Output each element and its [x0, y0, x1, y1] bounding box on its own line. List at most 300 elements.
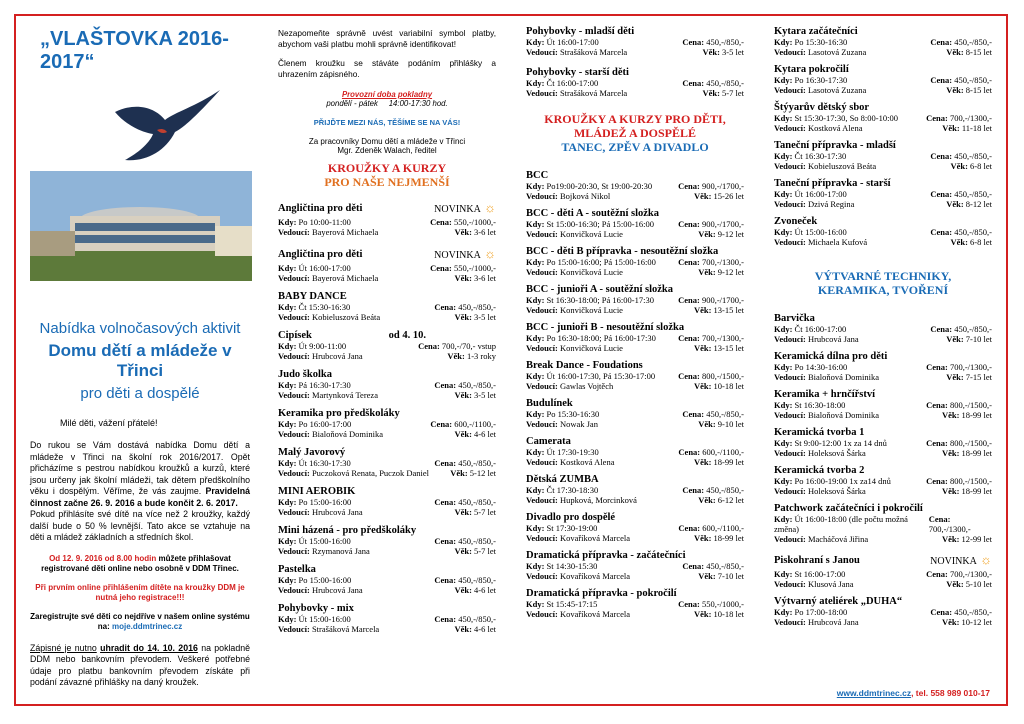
course-price [682, 409, 744, 419]
vedouci-label: Vedoucí: [526, 381, 558, 391]
swallow-image [105, 82, 225, 162]
course-leader [774, 237, 867, 247]
course-time-row [278, 497, 496, 507]
course-leader [278, 390, 378, 400]
vedouci-label: Vedoucí: [526, 419, 558, 429]
course-age [694, 305, 744, 315]
vedouci-label: Vedoucí: [278, 624, 310, 634]
vek-label: Věk: [454, 429, 472, 439]
course-name: Štýyarův dětský sbor [774, 102, 870, 113]
course-time [278, 419, 351, 429]
course-leader-value: Hrubcová Jana [807, 334, 859, 344]
course-price [434, 302, 496, 312]
cena-label: Cena: [434, 497, 457, 507]
cena-label: Cena: [682, 409, 705, 419]
column-dance [526, 26, 744, 626]
course-price-value: 450,-/850,- [458, 536, 496, 546]
course-leader-row [774, 161, 992, 171]
intro-paragraph [30, 440, 250, 509]
course-leader [774, 486, 866, 496]
course-age-value: 8-12 let [965, 199, 992, 209]
course-time-row [278, 217, 496, 227]
course-name: Piskohraní s Janou [774, 554, 860, 566]
page-title: „VLAŠTOVKA 2016-2017“ [40, 28, 229, 73]
sun-icon: ☼ [480, 200, 496, 215]
kdy-label: Kdy: [774, 227, 793, 237]
course-time-row [774, 75, 992, 85]
course-leader [526, 609, 630, 619]
course-leader-row [774, 334, 992, 344]
course-price [930, 324, 992, 334]
course-age-value: 5-7 let [474, 546, 496, 556]
signature-line-2: Mgr. Zdeněk Walach, ředitel [337, 146, 437, 155]
greeting: Milé děti, vážení přátelé! [60, 418, 158, 428]
course-time [526, 37, 599, 47]
section-header-kids: KROUŽKY A KURZY [327, 161, 447, 175]
course-time [774, 438, 887, 448]
vek-label: Věk: [693, 343, 712, 353]
vek-label: Věk: [946, 579, 964, 589]
kdy-label: Kdy: [278, 614, 297, 624]
course-time-value: Po19:00-20:30, St 19:00-20:30 [546, 181, 653, 191]
course-leader-row [526, 47, 744, 57]
course-leader [774, 448, 866, 458]
course-time-value: Út 16:00-17:00 [298, 263, 351, 273]
vedouci-label: Vedoucí: [774, 448, 806, 458]
course-price [682, 37, 744, 47]
course-title-row [278, 486, 496, 497]
cena-label: Cena: [930, 189, 953, 199]
course-time-value: Čt 15:30-16:30 [298, 302, 351, 312]
course-time [278, 263, 351, 273]
course-time-value: Po 15:00-16:00 [298, 497, 352, 507]
course-title-row [774, 216, 992, 227]
course-leader-row [526, 305, 744, 315]
course-price [418, 341, 496, 351]
course-price-value: 450,-/850,- [706, 485, 744, 495]
course-leader-row [526, 229, 744, 239]
course-leader-row [774, 47, 992, 57]
column-intro [30, 22, 250, 689]
course-time [774, 476, 891, 486]
kdy-label: Kdy: [526, 409, 545, 419]
course-entry [774, 465, 992, 496]
kdy-label: Kdy: [774, 75, 793, 85]
course-price-value: 450,-/850,- [458, 458, 496, 468]
novinka-badge [434, 199, 496, 217]
course-price [434, 614, 496, 624]
course-age-value: 3-6 let [474, 227, 496, 237]
course-age-value: 1-3 roky [466, 351, 496, 361]
vedouci-label: Vedoucí: [774, 334, 806, 344]
course-leader-value: Bialoňová Dominika [807, 372, 879, 382]
course-age [454, 585, 496, 595]
course-leader [278, 507, 363, 517]
course-leader-value: Strašáková Marcela [559, 88, 628, 98]
intro-text: Do rukou se Vám dostává nabídka Domu dětí a mládeže v Třinci na školní rok 2016/2017. Opět přicházíme s pestrou nabídkou kroužků a kurzů, které jsou určeny jak školní mládeži, tak dětem předškolního věku i dospělým. Věříme, že vás zaujme. [30, 440, 250, 496]
course-title-row [278, 447, 496, 458]
course-entry [526, 588, 744, 619]
course-time-row [774, 438, 992, 448]
course-name: BABY DANCE [278, 291, 347, 302]
course-leader-value: Konvičková Lucie [559, 229, 623, 239]
course-time-row [774, 607, 992, 617]
course-name: Keramika + hrnčířství [774, 389, 876, 400]
cena-label: Cena: [682, 485, 705, 495]
course-age [694, 191, 744, 201]
vedouci-label: Vedoucí: [774, 237, 806, 247]
course-time [774, 362, 847, 372]
course-price [678, 219, 744, 229]
course-leader [278, 468, 429, 478]
novinka-label: NOVINKA [434, 250, 481, 261]
course-leader [526, 571, 630, 581]
course-time-row [526, 37, 744, 47]
vedouci-label: Vedoucí: [526, 267, 558, 277]
vedouci-label: Vedoucí: [774, 617, 806, 627]
course-time-value: Po 16:00-17:00 [298, 419, 352, 429]
course-leader-row [278, 227, 496, 237]
course-time [774, 151, 846, 161]
course-title-row [526, 208, 744, 219]
vedouci-label: Vedoucí: [526, 533, 558, 543]
kdy-label: Kdy: [278, 302, 297, 312]
course-leader-value: Lasotová Zuzana [807, 85, 867, 95]
course-price-value: 700,-/70,- vstup [441, 341, 496, 351]
vek-label: Věk: [454, 390, 472, 400]
vedouci-label: Vedoucí: [774, 534, 806, 544]
course-leader-value: Kovaříková Marcela [559, 571, 631, 581]
course-time-row [774, 400, 992, 410]
course-age [698, 229, 744, 239]
vedouci-label: Vedoucí: [278, 468, 310, 478]
course-age [450, 468, 496, 478]
course-leader-value: Martynková Tereza [311, 390, 378, 400]
course-price [678, 257, 744, 267]
vek-label: Věk: [693, 305, 712, 315]
section-subheader-kids: PRO NAŠE NEJMENŠÍ [324, 175, 450, 189]
vek-label: Věk: [698, 267, 716, 277]
course-leader-value: Dzivá Regina [807, 199, 855, 209]
vek-label: Věk: [946, 47, 964, 57]
building-photo [30, 171, 252, 281]
course-price [678, 295, 744, 305]
course-entry [774, 102, 992, 133]
course-leader-value: Konvičková Lucie [559, 305, 623, 315]
course-leader-row [278, 351, 496, 361]
vedouci-label: Vedoucí: [278, 312, 310, 322]
vedouci-label: Vedoucí: [278, 429, 310, 439]
course-price-value: 450,-/850,- [954, 75, 992, 85]
course-leader-value: Kobieluszová Beáta [807, 161, 877, 171]
course-leader-value: Kostková Alena [559, 457, 615, 467]
vek-label: Věk: [693, 191, 712, 201]
course-time-value: Út 17:30-19:30 [546, 447, 599, 457]
payment-paragraph [30, 643, 250, 689]
course-name: BCC - děti B přípravka - nesoutěžní složka [526, 246, 719, 257]
vek-label: Věk: [946, 372, 964, 382]
course-age [694, 533, 744, 543]
course-leader-row [526, 457, 744, 467]
course-leader-value: Michaela Kufová [807, 237, 868, 247]
course-entry [278, 199, 496, 237]
vedouci-label: Vedoucí: [774, 161, 806, 171]
course-leader [278, 273, 378, 283]
course-time-row [774, 476, 992, 486]
novinka-badge [434, 245, 496, 263]
kdy-label: Kdy: [278, 341, 297, 351]
course-age [942, 123, 992, 133]
course-age-value: 4-6 let [474, 429, 496, 439]
vek-label: Věk: [702, 88, 720, 98]
course-list-arts [774, 313, 992, 627]
footer-website-link[interactable]: www.ddmtrinec.cz [836, 688, 912, 698]
kdy-label: Kdy: [774, 400, 793, 410]
course-entry [526, 208, 744, 239]
course-age [946, 372, 992, 382]
course-title-row [526, 360, 744, 371]
footer-phone: , tel. 558 989 010-17 [911, 688, 990, 698]
course-name: Barvička [774, 313, 815, 324]
course-name: Divadlo pro dospělé [526, 512, 616, 523]
cena-label: Cena: [430, 419, 453, 429]
novinka-badge [930, 551, 992, 569]
course-time-row [278, 614, 496, 624]
course-leader [526, 419, 598, 429]
course-entry [526, 67, 744, 98]
course-name: Dětská ZUMBA [526, 474, 599, 485]
course-time [526, 409, 599, 419]
course-title-row [774, 64, 992, 75]
course-time-value: Po 14:30-16:00 [794, 362, 848, 372]
course-time [278, 217, 351, 227]
course-entry [526, 170, 744, 201]
course-leader [774, 410, 879, 420]
course-time [278, 536, 351, 546]
kdy-label: Kdy: [278, 419, 297, 429]
course-time-value: St 9:00-12:00 1x za 14 dnů [794, 438, 887, 448]
course-entry [774, 389, 992, 420]
cena-label: Cena: [930, 607, 953, 617]
course-age [698, 267, 744, 277]
sun-icon: ☼ [976, 552, 992, 567]
course-leader-value: Bayerová Michaela [311, 273, 379, 283]
course-name: Dramatická přípravka - začátečníci [526, 550, 686, 561]
course-price-value: 600,-/1100,- [454, 419, 496, 429]
course-name: BCC - děti A - soutěžní složka [526, 208, 660, 219]
course-time [526, 181, 652, 191]
course-time-row [774, 37, 992, 47]
vedouci-label: Vedoucí: [526, 47, 558, 57]
course-price [434, 458, 496, 468]
course-price [930, 37, 992, 47]
course-price-value: 900,-/1700,- [701, 181, 744, 191]
course-age-value: 3-6 let [474, 273, 496, 283]
course-leader-row [278, 273, 496, 283]
course-leader [278, 312, 380, 322]
course-age [950, 237, 992, 247]
course-entry [278, 603, 496, 634]
course-age [942, 486, 992, 496]
course-entry [526, 284, 744, 315]
course-time-value: Út 15:00-16:00 [298, 614, 351, 624]
course-age-value: 18-99 let [961, 410, 992, 420]
course-leader-row [526, 419, 744, 429]
course-age-value: 7-10 let [717, 571, 744, 581]
vek-label: Věk: [702, 47, 720, 57]
course-price [434, 380, 496, 390]
kdy-label: Kdy: [526, 257, 545, 267]
kdy-label: Kdy: [526, 371, 545, 381]
course-time-row [278, 419, 496, 429]
course-price-value: 450,-/850,- [706, 561, 744, 571]
course-time-value: Čt 17:30-18:30 [546, 485, 599, 495]
course-leader [774, 334, 859, 344]
course-title-row [278, 199, 496, 217]
course-leader [774, 47, 866, 57]
vedouci-label: Vedoucí: [526, 305, 558, 315]
course-price [678, 181, 744, 191]
course-name: Taneční přípravka - mladší [774, 140, 896, 151]
course-price [930, 189, 992, 199]
course-name: Keramika pro předškoláky [278, 408, 400, 419]
column-arts [774, 26, 992, 634]
course-time-row [774, 113, 992, 123]
cena-label: Cena: [678, 447, 701, 457]
course-price [434, 536, 496, 546]
course-age [694, 457, 744, 467]
course-time-row [526, 409, 744, 419]
vek-label: Věk: [950, 161, 968, 171]
course-time [526, 523, 597, 533]
course-entry [278, 291, 496, 322]
vek-label: Věk: [454, 507, 472, 517]
course-entry [774, 351, 992, 382]
course-leader [278, 351, 363, 361]
vedouci-label: Vedoucí: [278, 227, 310, 237]
course-price-value: 450,-/850,- [706, 409, 744, 419]
vek-label: Věk: [447, 351, 465, 361]
course-age [702, 47, 744, 57]
course-leader [526, 191, 610, 201]
course-age-value: 10-18 let [713, 609, 744, 619]
course-age [454, 312, 496, 322]
course-leader-row [526, 495, 744, 505]
registration-link[interactable]: moje.ddmtrinec.cz [111, 622, 183, 631]
course-leader-value: Lasotová Zuzana [807, 47, 867, 57]
course-entry [774, 64, 992, 95]
course-time-value: St 16:30-18:00 [794, 400, 846, 410]
course-age-value: 10-12 let [961, 617, 992, 627]
course-leader [278, 624, 379, 634]
kdy-label: Kdy: [526, 561, 545, 571]
registration-date: Od 12. 9. 2016 od 8.00 hodin [49, 553, 157, 563]
course-time-value: Út 15:00-16:00 [794, 227, 847, 237]
course-age-value: 4-6 let [474, 624, 496, 634]
course-age-value: 8-15 let [965, 85, 992, 95]
kdy-label: Kdy: [774, 476, 793, 486]
course-time-row [526, 181, 744, 191]
course-price-value: 700,-/1300,- [949, 113, 992, 123]
course-age-value: 6-8 let [970, 237, 992, 247]
course-name: Dramatická přípravka - pokročilí [526, 588, 677, 599]
course-time-value: St 16:30-18:00; Pá 16:00-17:30 [546, 295, 654, 305]
course-time-row [526, 523, 744, 533]
kdy-label: Kdy: [278, 380, 297, 390]
vek-label: Věk: [454, 546, 472, 556]
vek-label: Věk: [941, 534, 960, 544]
cena-label: Cena: [434, 380, 457, 390]
course-price-value: 550,-/1000,- [701, 599, 744, 609]
course-time-value: St 16:00-17:00 [794, 569, 846, 579]
course-leader-row [774, 237, 992, 247]
course-leader [774, 534, 868, 544]
online-registration-text: Zaregistrujte své děti co nejdříve v našem online systému na: [30, 611, 250, 631]
cena-label: Cena: [930, 324, 953, 334]
course-entry [526, 436, 744, 467]
course-time-row [526, 371, 744, 381]
course-name: Pohybovky - mix [278, 603, 354, 614]
course-price-value: 450,-/850,- [458, 497, 496, 507]
course-entry [278, 486, 496, 517]
course-price [926, 113, 992, 123]
course-time [526, 485, 598, 495]
course-entry [774, 596, 992, 627]
course-time [526, 561, 597, 571]
course-age-value: 9-12 let [717, 229, 744, 239]
course-age-value: 15-26 let [713, 191, 744, 201]
course-age-value: 18-99 let [713, 457, 744, 467]
course-leader-value: Bialoňová Dominika [807, 410, 879, 420]
course-price [930, 151, 992, 161]
section-header-arts: VÝTVARNÉ TECHNIKY, [814, 269, 952, 283]
course-age-value: 13-15 let [713, 343, 744, 353]
course-leader [526, 229, 623, 239]
cena-label: Cena: [678, 371, 700, 381]
course-time [774, 189, 847, 199]
course-name: Cipísek [278, 330, 312, 341]
course-time [526, 371, 655, 381]
course-leader-row [278, 546, 496, 556]
novinka-label: NOVINKA [434, 204, 481, 215]
course-leader [774, 123, 862, 133]
course-price-value: 600,-/1100,- [702, 447, 744, 457]
kdy-label: Kdy: [774, 151, 793, 161]
course-price-value: 450,-/850,- [954, 37, 992, 47]
kdy-label: Kdy: [526, 37, 545, 47]
course-name: Pohybovky - starší děti [526, 67, 629, 78]
course-price-value: 450,-/850,- [954, 607, 992, 617]
course-leader-value: Hrubcová Jana [311, 585, 363, 595]
course-leader [774, 579, 854, 589]
vedouci-label: Vedoucí: [526, 229, 558, 239]
course-entry [774, 178, 992, 209]
course-price [926, 569, 992, 579]
course-time-value: Po 15:30-16:30 [794, 37, 848, 47]
course-leader-value: Strašáková Marcela [559, 47, 628, 57]
course-title-row [278, 525, 496, 536]
course-age [698, 571, 744, 581]
course-name: Break Dance - Foudations [526, 360, 643, 371]
vedouci-label: Vedoucí: [278, 546, 310, 556]
course-price-value: 700,-/1300,- [701, 333, 744, 343]
cena-label: Cena: [930, 151, 953, 161]
vek-label: Věk: [698, 419, 716, 429]
kdy-label: Kdy: [526, 78, 545, 88]
course-price-value: 450,-/850,- [706, 78, 744, 88]
course-title-row [774, 596, 992, 607]
course-time-value: Út 16:00-18:00 (dle počtu možná změna) [774, 514, 908, 534]
